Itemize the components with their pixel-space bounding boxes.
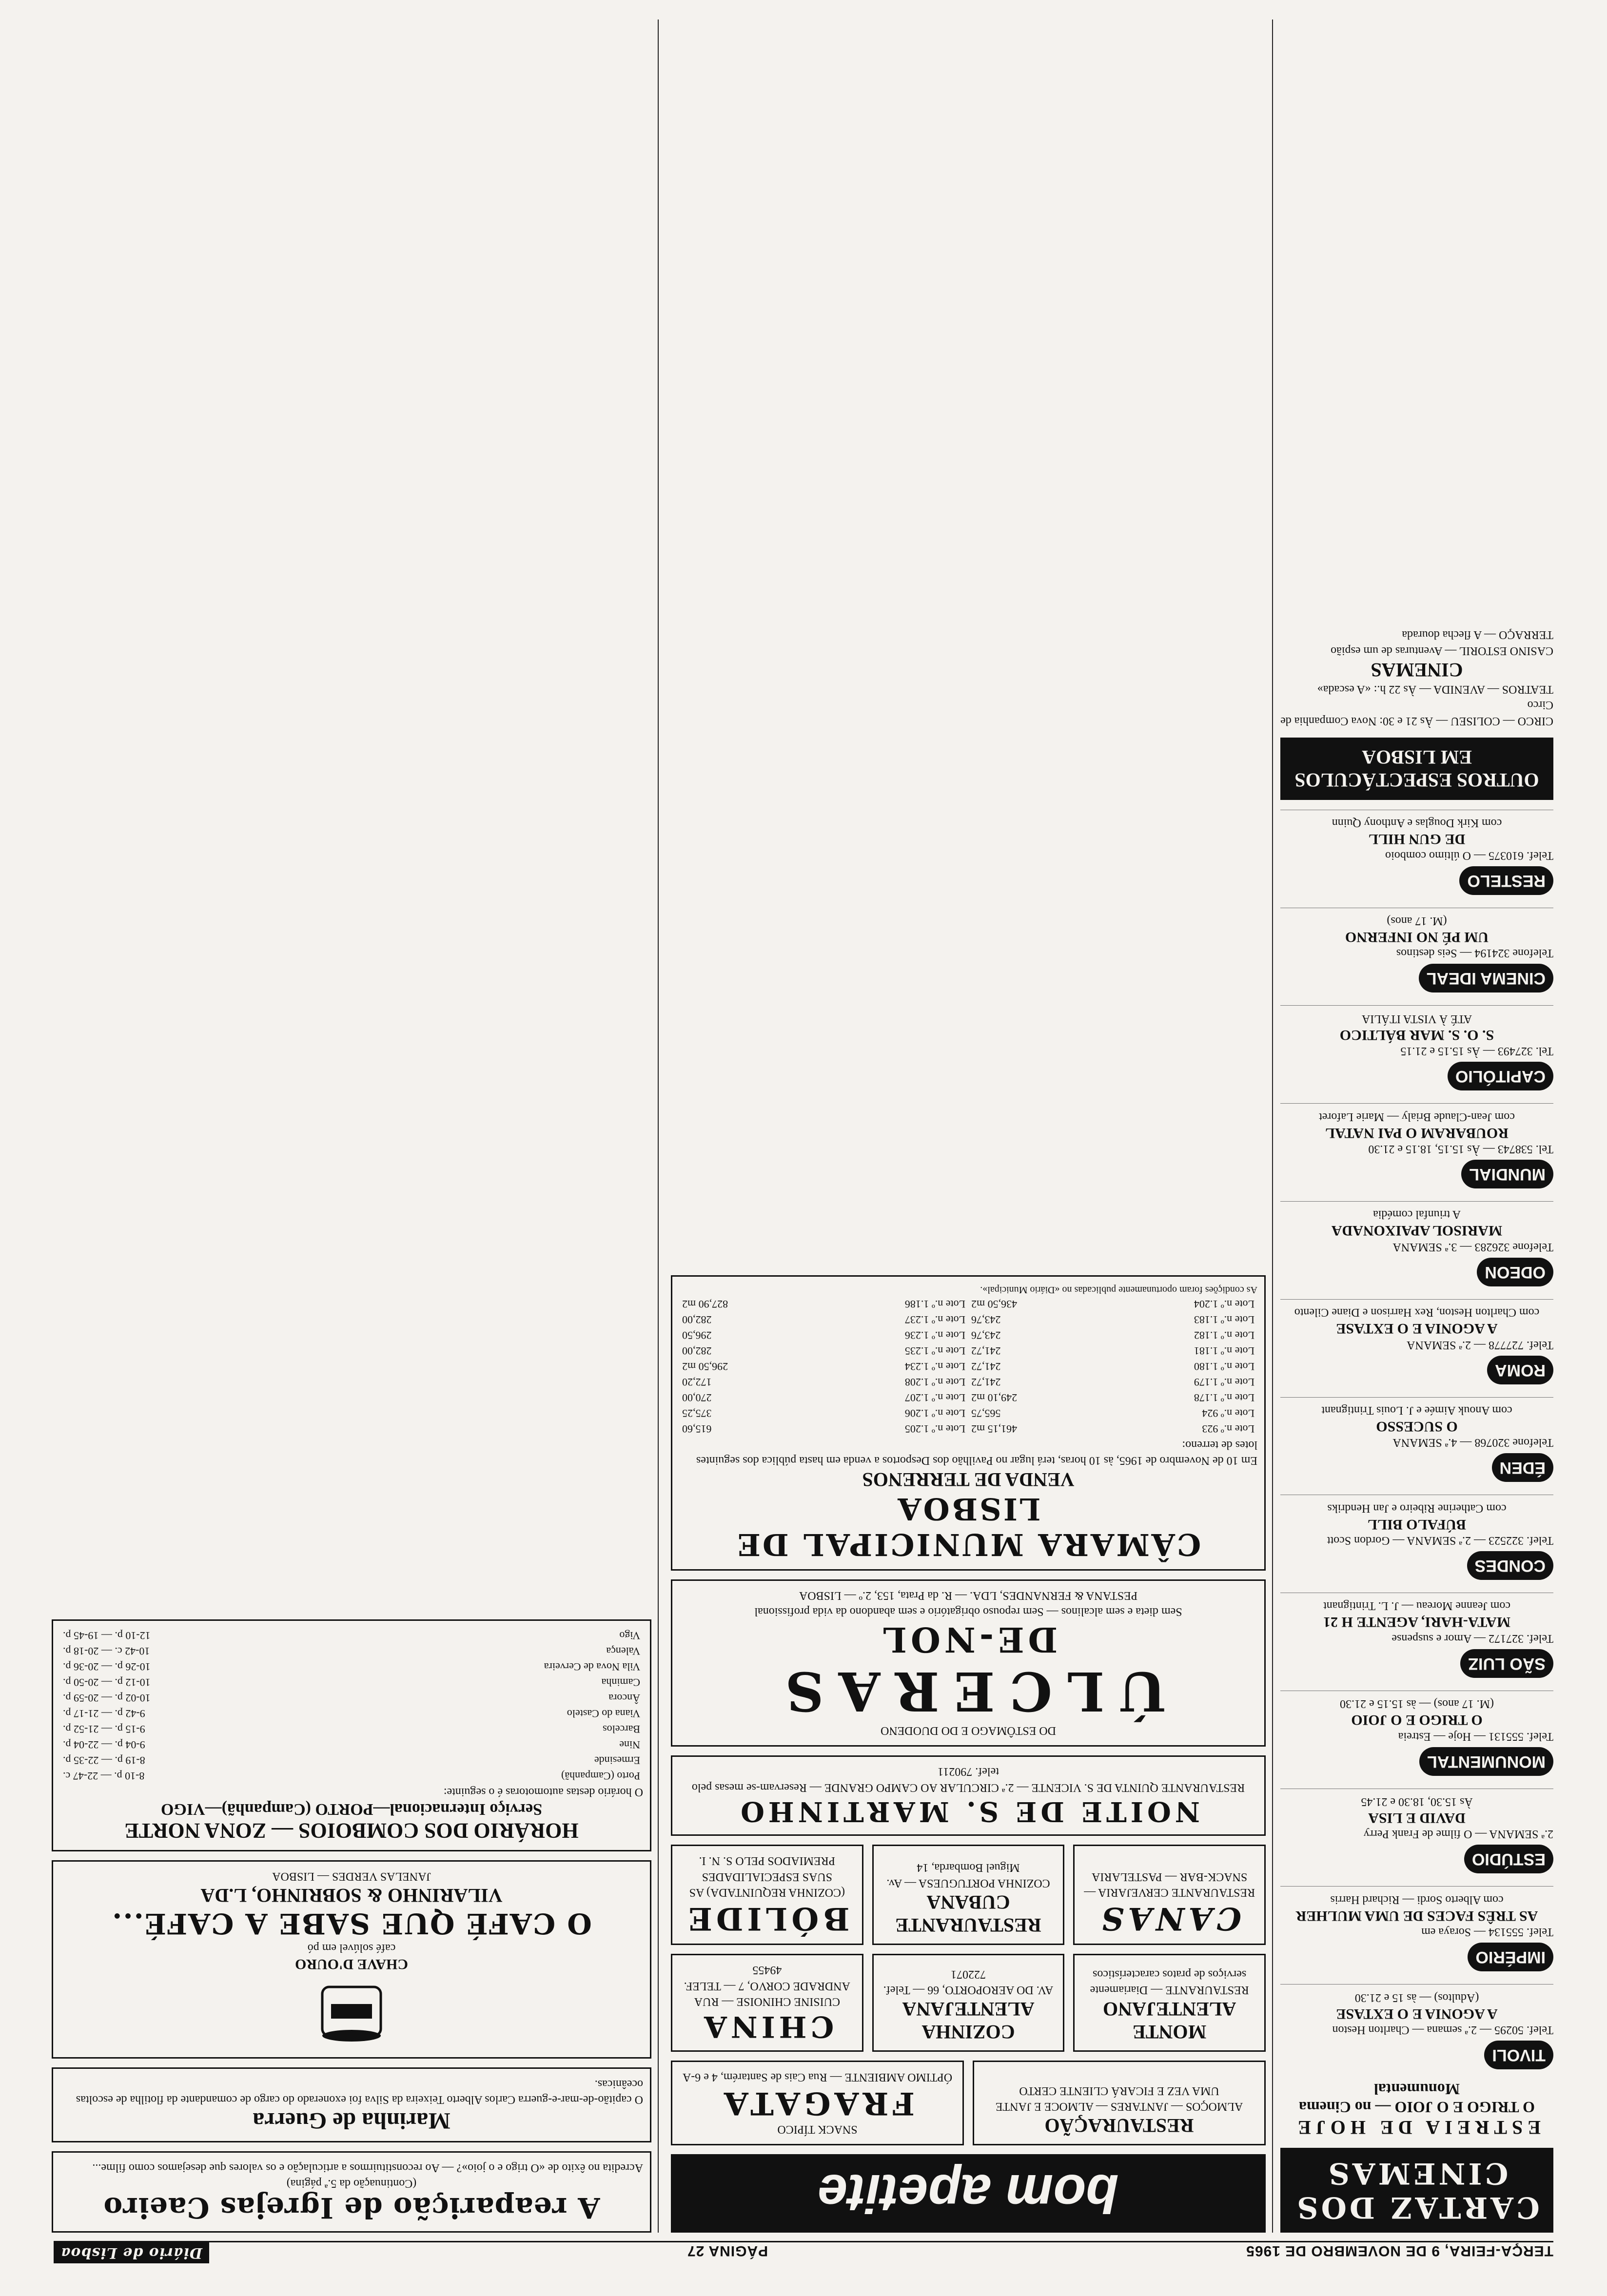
station-row: Nine 9-04 p. — 22-04 p. bbox=[63, 1739, 640, 1751]
camara-notice: CÂMARA MUNICIPAL DE LISBOA VENDA DE TERRENOS Em 10 de Novembro de 1965, às 10 horas, terá lugar no Pavilhão dos Desportos a venda em hasta pública dos seguintes lotes de terreno: Lote n.º 923 461,15 m2 Lote n.º 1.205 615,60 Lote n.º 924 565,75 Lote n.º 1.206 375,25 Lote n.º 1.178 249,10 m2 Lote n.º 1.207 270,00 Lote n.º 1.179 241,72 Lote n.º 1.208 172,20 Lote n.º 1.180 241,72 Lote n.º 1.234 296,50 m2 Lote n.º 1.181 241,72 Lote n.º 1.235 282,00 Lote n.º 1.182 243,76 Lote n.º 1.236 296,50 Lote n.º 1.183 243,76 Lote n.º 1.237 282,00 Lote n.º 1.204 436,50 m2 Lote n.º 1.186 827,90 m2 As condições foram oportunamente publicadas no «Diário Municipal». bbox=[671, 1275, 1266, 1571]
terraco-listing: TERRAÇO — A flecha dourada bbox=[1402, 628, 1553, 642]
station-row: Barcelos 9-15 p. — 21-52 p. bbox=[63, 1723, 640, 1736]
premiere-label: ESTREIA DE HOJE bbox=[1293, 2117, 1541, 2139]
casino-listing: CASINO ESTORIL — Aventuras de um espião bbox=[1331, 644, 1553, 657]
lote-row: Lote n.º 923 461,15 m2 Lote n.º 1.205 615,60 bbox=[682, 1423, 1254, 1436]
header-paper-logo: Diário de Lisboa bbox=[54, 2242, 209, 2263]
train-table bbox=[60, 1628, 643, 1784]
cinema-name: RESTELO bbox=[1459, 866, 1553, 895]
cinema-name: ODEON bbox=[1477, 1258, 1553, 1286]
cinema-name: CAPITÓLIO bbox=[1448, 1062, 1553, 1090]
lote-row: Lote n.º 1.183 243,76 Lote n.º 1.237 282,00 bbox=[682, 1314, 1254, 1326]
cinema-name: CINEMA IDEAL bbox=[1419, 964, 1553, 992]
lote-row: Lote n.º 1.181 241,72 Lote n.º 1.235 282,00 bbox=[682, 1345, 1254, 1358]
teatros-listing: TEATROS — AVENIDA — Às 22 h.: «A escada» bbox=[1317, 683, 1553, 696]
ad-ulceras: DO ESTÔMAGO E DO DUODENO ÚLCERAS DE-NOL Sem dieta e sem alcalinos — Sem repouso obrigatório e sem abandono da vida profissional PESTANA & FERNANDES, LDA. — R. da Prata, 153, 2.º — LISBOA bbox=[671, 1579, 1266, 1747]
cinema-name: CONDES bbox=[1467, 1551, 1553, 1580]
cinema-name: ESTÚDIO bbox=[1464, 1845, 1553, 1873]
cinema-entry: ODEON Telefone 326283 — 3.ª SEMANA MARISOL APAIXONADA A triunfal comédia bbox=[1280, 1201, 1553, 1289]
ad-fragata: SNACK TÍPICO FRAGATA ÓPTIMO AMBIENTE — Rua Cais de Santarém, 4 e 6-A bbox=[671, 2061, 964, 2145]
station-row: Vila Nova de Cerveira 10-26 p. — 20-36 p. bbox=[63, 1661, 640, 1673]
cinemas-column bbox=[1280, 19, 1553, 2233]
station-row: Ermesinde 8-19 p. — 22-35 p. bbox=[63, 1754, 640, 1767]
ad-restauracao: RESTAURAÇÃO ALMOÇOS — JANTARES — ALMOCE E JANTE UMA VEZ E FICARÁ CLIENTE CERTO bbox=[973, 2061, 1266, 2145]
cinema-entry: CONDES Telef. 322523 — 2.ª SEMANA — Gordon Scott BÚFALO BILL com Catherine Ribeiro e Jan Hendriks bbox=[1280, 1495, 1553, 1583]
cinema-name: TIVOLI bbox=[1484, 2041, 1553, 2069]
header-date: TERÇA-FEIRA, 9 DE NOVEMBRO DE 1965 bbox=[1246, 2243, 1553, 2259]
restaurant-row bbox=[671, 2052, 1266, 2145]
cinema-name: IMPÉRIO bbox=[1468, 1943, 1553, 1971]
ad-canas: CANAS RESTAURANTE CERVEJARIA — SNACK-BAR — PASTELARIA bbox=[1073, 1845, 1266, 1945]
column-rule bbox=[658, 19, 659, 2233]
cinema-entry: ROMA Telef. 727778 — 2.ª SEMANA A AGONIA E O EXTASE com Charlton Heston, Rex Harrison e Diane Cilento bbox=[1280, 1299, 1553, 1387]
circo-listing: CIRCO — COLISEU — Às 21 e 30: Nova Companhia de Circo bbox=[1280, 699, 1553, 727]
cinema-entry: CINEMA IDEAL Telefone 324194 — Seis destinos UM PÉ NO INFERNO (M. 17 anos) bbox=[1280, 908, 1553, 996]
cinema-entry: MONUMENTAL Telef. 555131 — Hoje — Estreia O TRIGO E O JOIO (M. 17 anos) — às 15.15 e 21.30 bbox=[1280, 1691, 1553, 1779]
ad-noite-s-martinho: NOITE DE S. MARTINHO RESTAURANTE QUINTA DE S. VICENTE — 2.ª CIRCULAR AO CAMPO GRANDE — Reservam-se mesas pelo telef. 790211 bbox=[671, 1755, 1266, 1836]
lote-row: Lote n.º 1.179 241,72 Lote n.º 1.208 172,20 bbox=[682, 1376, 1254, 1389]
page-header bbox=[54, 2241, 1553, 2277]
cinemas-banner: CARTAZ DOS CINEMAS bbox=[1280, 2148, 1553, 2233]
article-marinha: Marinha de Guerra O capitão-de-mar-e-guerra Carlos Alberto Teixeira da Silva foi exonerado do cargo de comandante da flotilha de escoltas oceânicas. bbox=[52, 2067, 651, 2142]
station-row: Valença 10-42 c. — 20-18 p. bbox=[63, 1645, 640, 1658]
cinema-entry: RESTELO Telef. 610375 — O último comboio DE GUN HILL com Kirk Douglas e Anthony Quinn bbox=[1280, 810, 1553, 898]
restaurant-row bbox=[671, 1836, 1266, 1945]
restaurants-column bbox=[671, 19, 1266, 2233]
bom-apetite-banner bbox=[671, 2154, 1266, 2233]
lote-row: Lote n.º 924 565,75 Lote n.º 1.206 375,25 bbox=[682, 1407, 1254, 1420]
cinema-entry: IMPÉRIO Telef. 555134 — Soraya em AS TRÊS FACES DE UMA MULHER com Alberto Sordi — Richard Harris bbox=[1280, 1886, 1553, 1974]
lote-row: Lote n.º 1.204 436,50 m2 Lote n.º 1.186 827,90 m2 bbox=[682, 1298, 1254, 1311]
cinema-entry: MUNDIAL Tel. 538743 — Às 15.15, 18.15 e 21.30 ROUBARAM O PAI NATAL com Jean-Claude Brialy — Marie Laforet bbox=[1280, 1103, 1553, 1191]
cinema-name: MUNDIAL bbox=[1461, 1160, 1553, 1188]
cinema-name: ROMA bbox=[1487, 1356, 1553, 1384]
header-page: PÁGINA 27 bbox=[686, 2243, 768, 2259]
coffee-tin-icon bbox=[308, 1977, 395, 2045]
lotes-table bbox=[679, 1296, 1257, 1437]
station-row: Viana do Castelo 9-42 p. — 21-17 p. bbox=[63, 1708, 640, 1720]
restaurant-row bbox=[671, 1945, 1266, 2052]
station-row: Porto (Campanhã) 8-10 p. — 22-47 c. bbox=[63, 1770, 640, 1783]
ad-cubana: RESTAURANTE CUBANA COZINHA PORTUGUESA — Av. Miguel Bombarda, 14 bbox=[872, 1845, 1065, 1945]
cinema-name: MONUMENTAL bbox=[1419, 1747, 1553, 1776]
cinemas-section-title: CINEMAS bbox=[1371, 659, 1463, 681]
article-reaparicao: A reaparição de Igrejas Caeiro (Continuação da 5.ª página) Acredita no êxito de «O trigo e o joio»? — Ao reconstituirmos a articulação e os valores que desejamos como filme... bbox=[52, 2151, 651, 2233]
cinema-entry: ÉDEN Telefone 320768 — 4.ª SEMANA O SUCESSO com Anouk Aimée e J. Louis Trintignant bbox=[1280, 1397, 1553, 1485]
bom-apetite-slogan: bom apetite bbox=[818, 2163, 1119, 2223]
cinema-entry: CAPITÓLIO Tel. 327493 — Às 15.15 e 21.15 S. O. S. MAR BÁLTICO ATÉ À VISTA ITÁLIA bbox=[1280, 1005, 1553, 1093]
station-row: Caminha 10-12 p. — 20-50 p. bbox=[63, 1676, 640, 1689]
horario-comboios: HORÁRIO DOS COMBOIOS — ZONA NORTE Serviço Internacional—PORTO (Campanhã)—VIGO O horário destas automotoras é o seguinte: Porto (Campanhã) 8-10 p. — 22-47 c. Ermesinde 8-19 p. — 22-35 p. Nine 9-04 p. — 22-04 p. Barcelos 9-15 p. — 21-52 p. Viana do Castelo 9-42 p. — 21-17 p. Âncora 10-02 p. — 20-59 p. Caminha 10-12 p. — 20-50 p. Vila Nova de Cerveira 10-26 p. — 20-36 p. Valença 10-42 c. — 20-18 p. Vigo 12-10 p. — 19-45 p. bbox=[52, 1619, 651, 1851]
cinema-name: ÉDEN bbox=[1492, 1453, 1553, 1482]
station-row: Âncora 10-02 p. — 20-59 p. bbox=[63, 1692, 640, 1705]
ad-monte-alentejano: MONTE ALENTEJANO RESTAURANTE — Diariamente serviços de pratos característicos bbox=[1073, 1954, 1266, 2052]
station-row: Vigo 12-10 p. — 19-45 p. bbox=[63, 1630, 640, 1642]
ad-bolide: BÓLIDE (COZINHA REQUINTADA) AS SUAS ESPECIALIDADES PREMIADOS PELO S. N. I. bbox=[671, 1845, 863, 1945]
cinema-entry: TIVOLI Telef. 50295 — 2.ª semana — Charlton Heston A AGONIA E O EXTASE (Adultos) — às 15 e 21.30 bbox=[1280, 1984, 1553, 2072]
lote-row: Lote n.º 1.178 249,10 m2 Lote n.º 1.207 270,00 bbox=[682, 1392, 1254, 1404]
premiere-title: O TRIGO E O JOIO — no Cinema Monumental bbox=[1299, 2081, 1535, 2116]
cinema-list bbox=[1280, 810, 1553, 2072]
cinema-entry: SÃO LUIZ Telef. 327172 — Amor e suspense MATA-HARI, AGENTE H 21 com Jeanne Moreau — J. L. Trintignant bbox=[1280, 1593, 1553, 1681]
cinema-entry: ESTÚDIO 2.ª SEMANA — O filme de Frank Perry DAVID E LISA Às 15.30, 18.30 e 21.45 bbox=[1280, 1789, 1553, 1877]
lote-row: Lote n.º 1.182 243,76 Lote n.º 1.236 296,50 bbox=[682, 1329, 1254, 1342]
lote-row: Lote n.º 1.180 241,72 Lote n.º 1.234 296,50 m2 bbox=[682, 1361, 1254, 1373]
other-shows-banner: OUTROS ESPECTÁCULOS EM LISBOA bbox=[1280, 738, 1553, 800]
column-rule bbox=[1272, 19, 1273, 2233]
ad-cafe-chave-douro: CHAVE D'OURO café solúvel em pó O CAFÉ QUE SABE A CAFÉ... VILARINHO & SOBRINHO, L.DA JANELAS VERDES — LISBOA bbox=[52, 1860, 651, 2059]
ad-china: CHINA CUISINE CHINOISE — RUA ANDRADE CORVO, 7 — TELEF. 49455 bbox=[671, 1954, 863, 2052]
cinema-name: SÃO LUIZ bbox=[1460, 1649, 1553, 1678]
ad-cozinha-alentejana: COZINHA ALENTEJANA AV. DO AEROPORTO, 66 — Telef. 722071 bbox=[872, 1954, 1065, 2052]
articles-column bbox=[52, 19, 651, 2233]
